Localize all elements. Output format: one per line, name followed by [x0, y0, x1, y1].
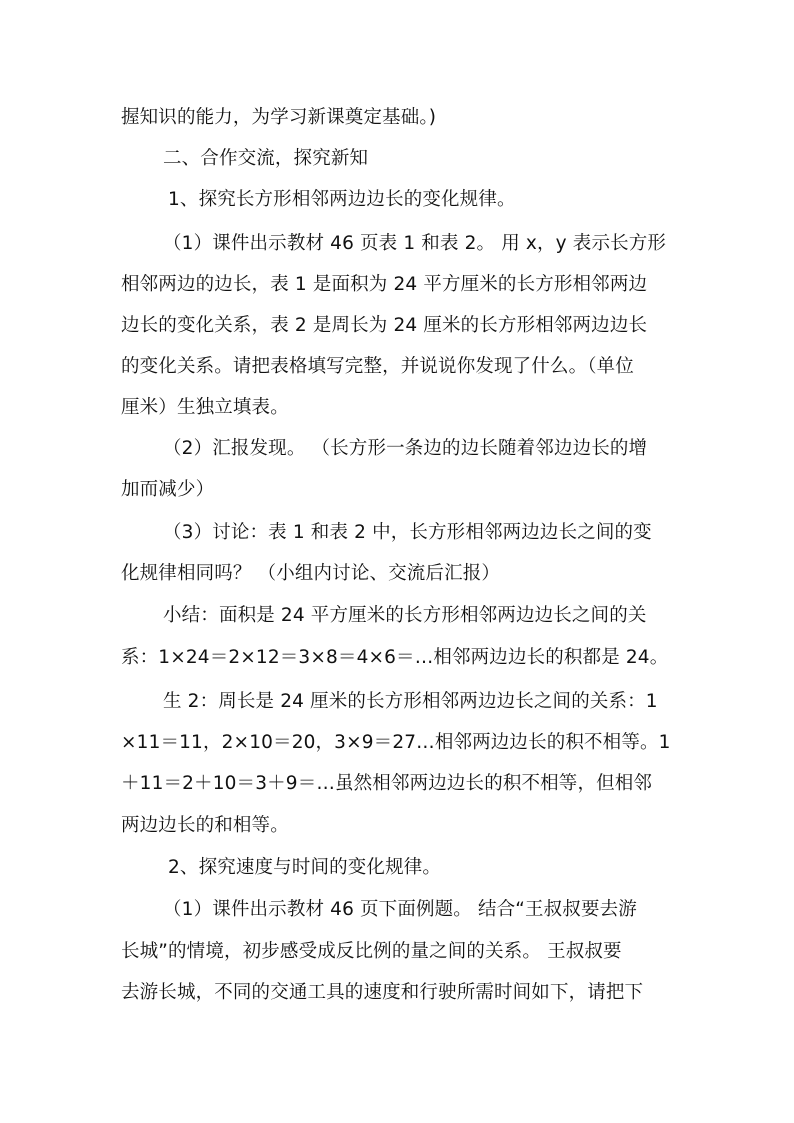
text-line-16: ×11＝11，2×10＝20，3×9＝27…相邻两边边长的积不相等。1	[121, 732, 671, 753]
text-line-17: ＋11＝2＋10＝3＋9＝…虽然相邻两边边长的积不相等，但相邻	[121, 773, 653, 794]
text-line-13: 小结：面积是 24 平方厘米的长方形相邻两边边长之间的关	[163, 605, 647, 626]
text-line-8: 厘米）生独立填表。	[121, 397, 289, 418]
text-line-3: 1、探究长方形相邻两边边长的变化规律。	[168, 189, 516, 210]
text-line-20: （1）课件出示教材 46 页下面例题。 结合“王叔叔要去游	[163, 899, 637, 920]
text-line-4: （1）课件出示教材 46 页表 1 和表 2。 用 x，y 表示长方形	[163, 233, 667, 254]
text-line-1: 握知识的能力，为学习新课奠定基础。)	[121, 107, 437, 128]
text-line-21: 长城”的情境，初步感受成反比例的量之间的关系。 王叔叔要	[121, 941, 622, 962]
text-line-12: 化规律相同吗？ （小组内讨论、交流后汇报）	[121, 563, 501, 584]
text-line-5: 相邻两边的边长，表 1 是面积为 24 平方厘米的长方形相邻两边	[121, 274, 648, 295]
text-line-7: 的变化关系。请把表格填写完整，并说说你发现了什么。（单位	[121, 356, 634, 377]
text-line-9: （2）汇报发现。 （长方形一条边的边长随着邻边边长的增	[163, 438, 648, 459]
text-line-10: 加而减少）	[121, 479, 215, 500]
text-line-15: 生 2：周长是 24 厘米的长方形相邻两边边长之间的关系：1	[163, 691, 658, 712]
text-line-14: 系：1×24＝2×12＝3×8＝4×6＝…相邻两边边长的积都是 24。	[121, 647, 669, 668]
text-line-11: （3）讨论：表 1 和表 2 中，长方形相邻两边边长之间的变	[163, 522, 652, 543]
text-line-18: 两边边长的和相等。	[121, 815, 289, 836]
text-line-19: 2、探究速度与时间的变化规律。	[168, 857, 442, 878]
text-line-22: 去游长城，不同的交通工具的速度和行驶所需时间如下，请把下	[121, 982, 644, 1003]
text-line-2: 二、合作交流，探究新知	[163, 148, 369, 169]
text-line-6: 边长的变化关系，表 2 是周长为 24 厘米的长方形相邻两边边长	[121, 315, 648, 336]
